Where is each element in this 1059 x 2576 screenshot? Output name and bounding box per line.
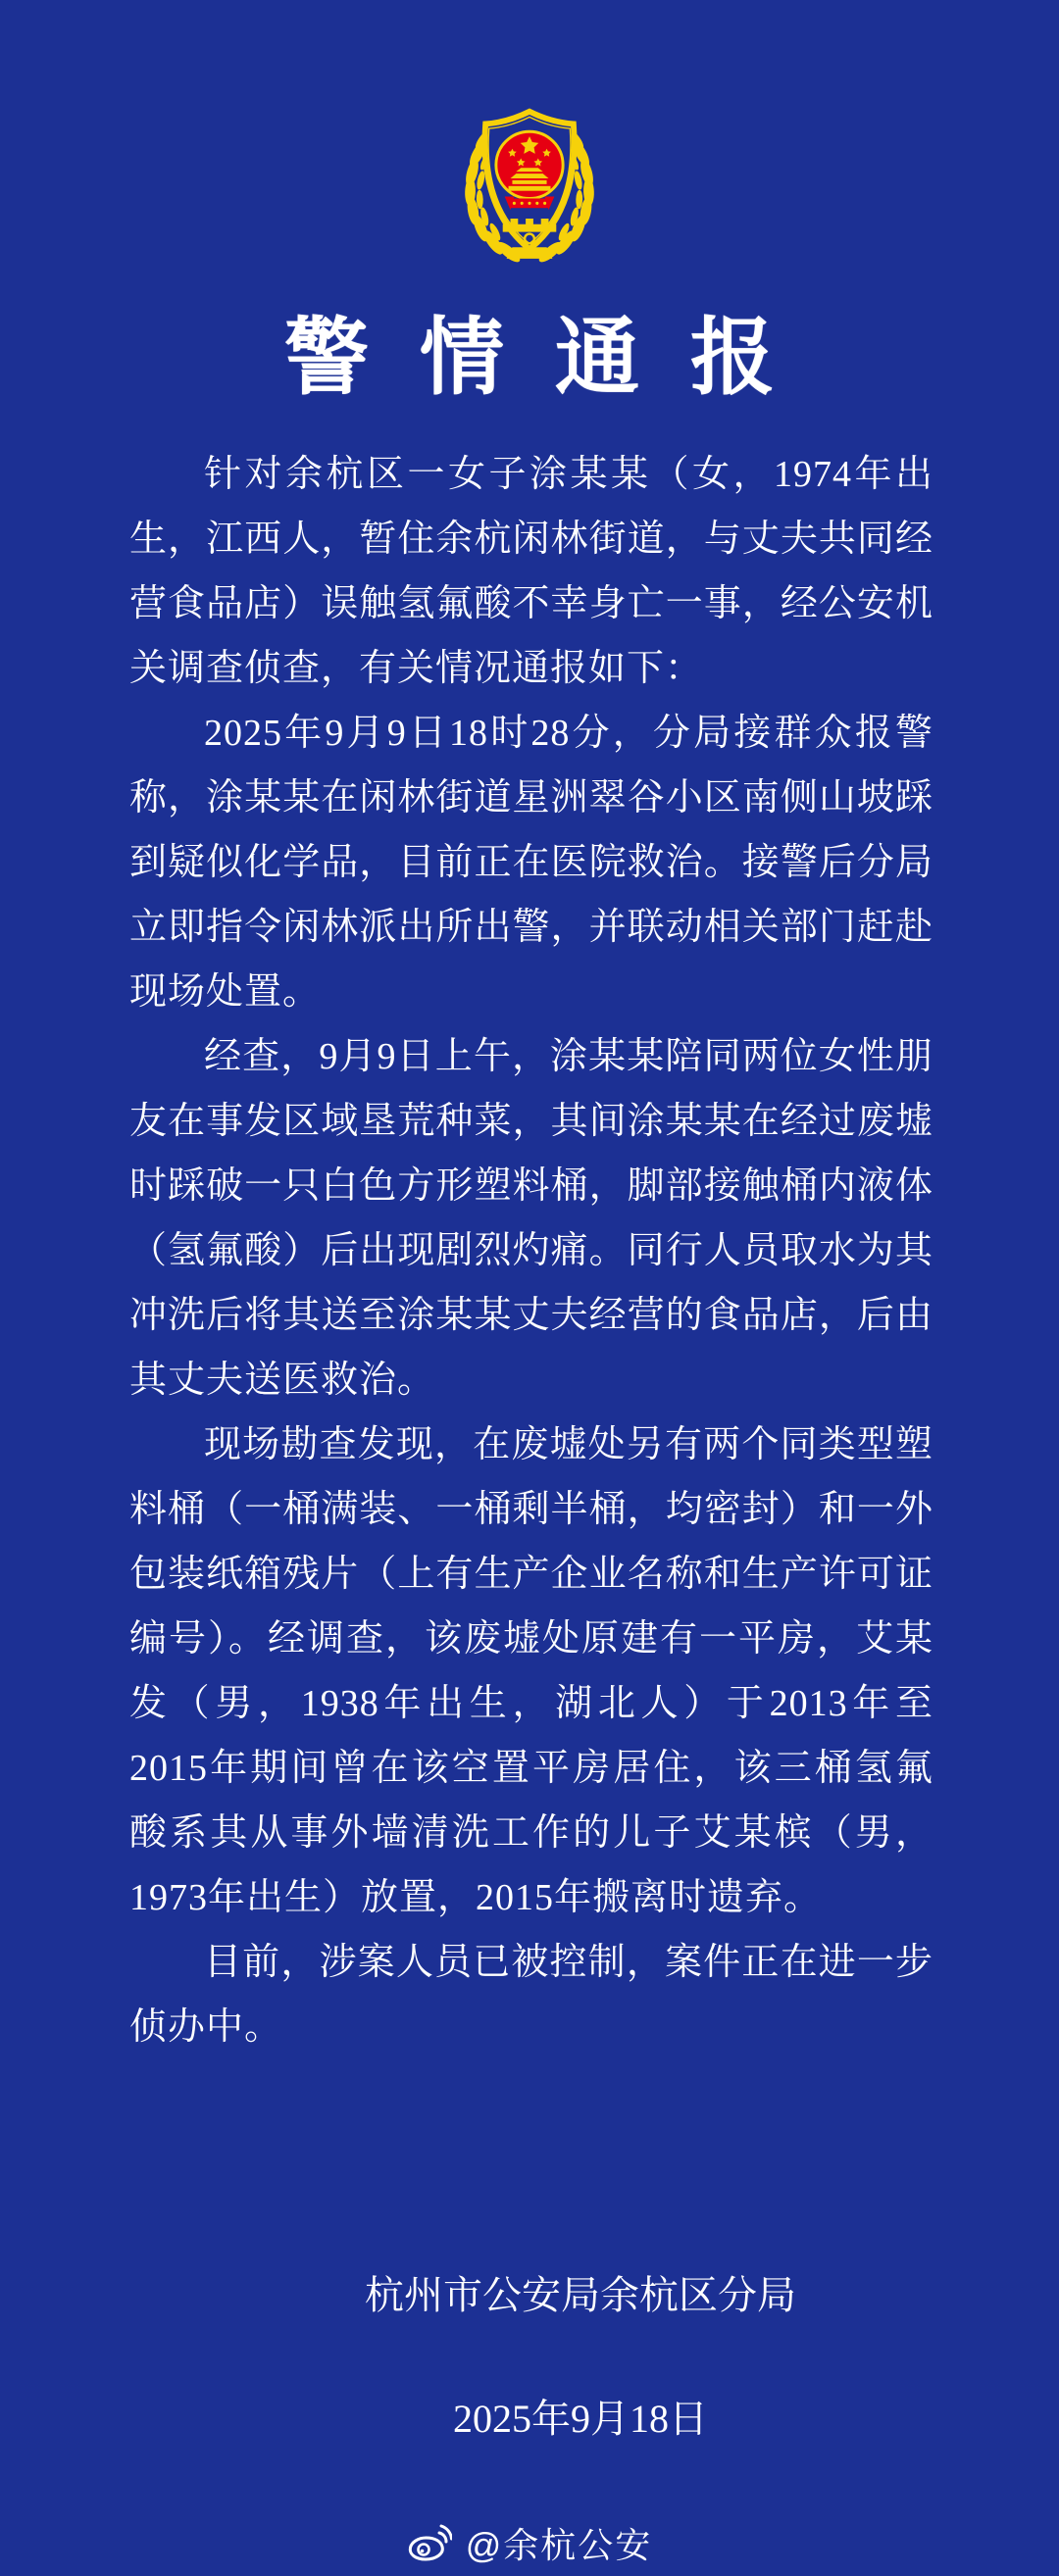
weibo-handle: @余杭公安 — [465, 2525, 653, 2565]
emblem-container — [0, 0, 1059, 263]
weibo-icon — [407, 2524, 452, 2563]
signature-block — [0, 2265, 1059, 2450]
notice-body — [129, 442, 933, 2059]
notice-paragraph: 现场勘查发现，在废墟处另有两个同类型塑料桶（一桶满装、一桶剩半桶，均密封）和一外包装纸箱残片（上有生产企业名称和生产许可证编号）。经调查，该废墟处原建有一平房，艾某发（男，1938年出生，湖北人）于2013年至2015年期间曾在该空置平房居住，该三桶氢氟酸系其从事外墙清洗工作的儿子艾某槟（男，1973年出生）放置，2015年搬离时遗弃。 — [129, 1424, 933, 1918]
police-badge-icon — [453, 94, 606, 263]
notice-paragraph: 针对余杭区一女子涂某某（女，1974年出生，江西人，暂住余杭闲林街道，与丈夫共同经营食品店）误触氢氟酸不幸身亡一事，经公安机关调查侦查，有关情况通报如下： — [129, 454, 933, 689]
notice-paragraph: 2025年9月9日18时28分，分局接群众报警称，涂某某在闲林街道星洲翠谷小区南侧山坡踩到疑似化学品，目前正在医院救治。接警后分局立即指令闲林派出所出警，并联动相关部门赶赴现场处置。 — [129, 713, 933, 1013]
footer — [0, 2518, 1059, 2568]
notice-paragraph: 目前，涉案人员已被控制，案件正在进一步侦办中。 — [129, 1942, 933, 2048]
notice-paragraph: 经查，9月9日上午，涂某某陪同两位女性朋友在事发区域垦荒种菜，其间涂某某在经过废墟时踩破一只白色方形塑料桶，脚部接触桶内液体（氢氟酸）后出现剧烈灼痛。同行人员取水为其冲洗后将其送至涂某某丈夫经营的食品店，后由其丈夫送医救治。 — [129, 1036, 933, 1401]
notice-title: 警情通报 — [284, 311, 826, 405]
signature-date: 2025年9月18日 — [453, 2397, 708, 2441]
signature-agency: 杭州市公安局余杭区分局 — [365, 2273, 796, 2317]
